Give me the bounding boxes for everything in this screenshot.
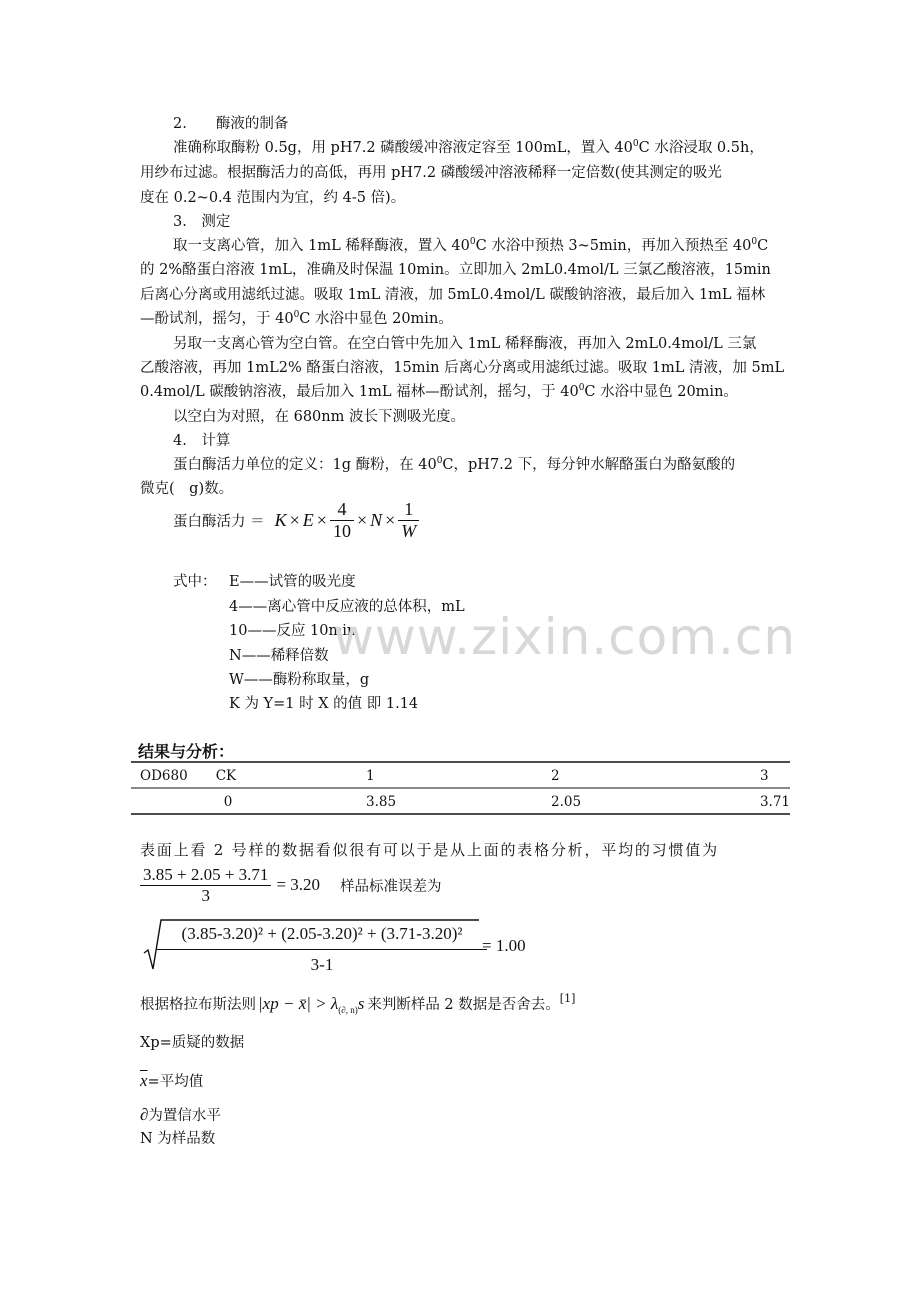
legend-item: E——试管的吸光度 (229, 574, 356, 590)
results-heading: 结果与分析： (138, 742, 235, 761)
definition-n: N 为样品数 (140, 1131, 216, 1147)
table-cell: 3.85 (366, 794, 397, 810)
legend-item: N——稀释倍数 (229, 648, 329, 664)
paragraph-line: 蛋白酶活力单位的定义：1g 酶粉，在 $40^0C$，pH7.2 下，每分钟水解酪蛋白为酪氨酸的 (173, 456, 736, 473)
table-row (131, 789, 790, 815)
std-label: 样品标准误差为 (340, 878, 442, 895)
table-cell: 1 (366, 768, 375, 784)
x-bar-symbol: $\overline{x}$ (140, 1071, 148, 1090)
definition-mean: $\overline{x}=$平均值 (140, 1071, 204, 1090)
legend-item: W——酶粉称取量，g (229, 672, 370, 688)
table-cell: 2.05 (551, 794, 582, 810)
analysis-paragraph: 表面上看 2 号样的数据看似很有可以于是从上面的表格分析，平均的习惯值为 (140, 841, 719, 859)
formula-n: N (370, 509, 383, 530)
definition-xp: Xp=质疑的数据 (140, 1035, 245, 1051)
paragraph-line: 准确称取酶粉 0.5g，用 pH7.2 磷酸缓冲溶液定容至 100mL，置入 $40^0C$ 水浴浸取 0.5h， (173, 139, 764, 156)
section-2-heading: 2. 酶液的制备 (173, 116, 289, 132)
radicand-fraction: (3.85-3.20)² + (2.05-3.20)² + (3.71-3.20)² 3-1 (157, 919, 487, 980)
paragraph-line: 取一支离心管，加入 1mL 稀释酶液，置入 $40^0C$ 水浴中预热 3~5min，再加入预热至 $40^0C$ (173, 237, 769, 254)
table-cell (131, 789, 196, 815)
paragraph-line: 另取一支离心管为空白管。在空白管中先加入 1mL 稀释酶液，再加入 2mL0.4mol/L 三氯 (173, 336, 757, 352)
activity-formula (173, 496, 419, 544)
formula-times: × (289, 509, 300, 530)
grubbs-subscript: (∂, n) (338, 1004, 358, 1015)
paragraph-line: 以空白为对照，在 680nm 波长下测吸光度。 (173, 409, 465, 425)
grubbs-expression: |xp − x̄| > λ (258, 993, 339, 1013)
fraction-4-over-10: $\frac{4}{10}$ (330, 499, 354, 542)
paragraph-line: 乙酸溶液，再加 1mL2% 酪蛋白溶液，15min 后离心分离或用滤纸过滤。吸取 1mL 清液，加 5mL (140, 360, 785, 376)
table-cell: CK (215, 768, 237, 784)
formula-k: K (274, 509, 287, 530)
paragraph-line: 微克( g)数。 (140, 481, 234, 497)
section-4-heading: 4. 计算 (173, 433, 231, 449)
paragraph-line: —酚试剂，摇匀，于 $40^0C$ 水浴中显色 20min。 (140, 310, 453, 327)
table-header-row (131, 763, 790, 789)
fraction-1-over-w: $\frac{1}{W}$ (398, 499, 419, 542)
legend-item: K 为 Y=1 时 X 的值 即 1.14 (229, 696, 419, 712)
definition-confidence: ∂为置信水平 (140, 1105, 221, 1124)
paragraph-line: 后离心分离或用滤纸过滤。吸取 1mL 清液，加 5mL0.4mol/L 碳酸钠溶液，最后加入 1mL 福林 (140, 287, 766, 303)
reference-marker: [1] (559, 992, 576, 1005)
formula-times: × (385, 509, 396, 530)
formula-label: 蛋白酶活力 ＝ (173, 513, 265, 530)
formula-e: E (302, 509, 314, 530)
watermark: www.zixin.com.cn (333, 608, 797, 666)
paragraph-line: 的 2%酪蛋白溶液 1mL，准确及时保温 10min。立即加入 2mL0.4mol/L 三氯乙酸溶液，15min (140, 262, 771, 278)
results-table (131, 763, 790, 815)
mean-value: = 3.20 (276, 875, 321, 894)
formula-times: × (356, 509, 368, 530)
table-cell: OD680 (140, 768, 188, 784)
mean-formula (140, 860, 442, 910)
grubbs-line: 根据格拉布斯法则 |xp − x̄| > λ (∂, n) s 来判断样品 2 数据是否舍去。 [1] (140, 992, 576, 1015)
partial-symbol: ∂ (140, 1105, 149, 1124)
legend-lead: 式中： (173, 574, 217, 590)
legend-item: 10——反应 10min (229, 623, 357, 639)
legend-item: 4——离心管中反应液的总体积，mL (229, 599, 465, 615)
formula-times: × (316, 509, 327, 530)
paragraph-line: 0.4mol/L 碳酸钠溶液，最后加入 1mL 福林—酚试剂，摇匀，于 $40^0C$ 水浴中显色 20min。 (140, 383, 738, 400)
table-cell: 2 (551, 768, 560, 784)
table-cell: 3.71 (759, 794, 790, 810)
mean-fraction: $\frac{3.85 + 2.05 + 3.71}{3}$ (140, 865, 271, 906)
table-cell: 0 (223, 794, 233, 810)
std-value: = 1.00 (482, 936, 526, 955)
paragraph-line: 用纱布过滤。根据酶活力的高低，再用 pH7.2 磷酸缓冲溶液稀释一定倍数(使其测定的吸光 (140, 165, 722, 181)
table-cell: 3 (759, 768, 769, 784)
section-3-heading: 3. 测定 (173, 214, 231, 230)
paragraph-line: 度在 0.2~0.4 范围内为宜，约 4-5 倍)。 (140, 190, 406, 206)
